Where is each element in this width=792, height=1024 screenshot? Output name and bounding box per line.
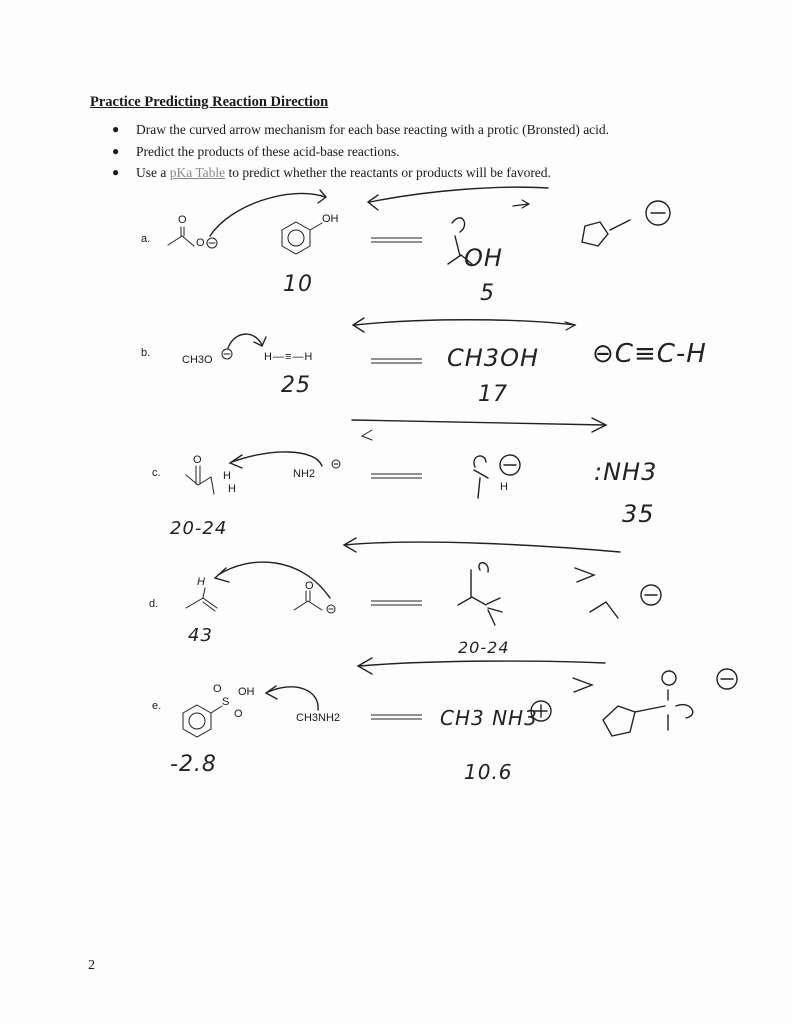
atom-label: H xyxy=(228,483,236,495)
handwritten-product: CH3 NH3 xyxy=(440,706,538,730)
phenol-structure xyxy=(282,222,322,254)
bullet-icon: ● xyxy=(112,143,120,158)
acetate-structure xyxy=(168,227,217,248)
reagent-amide: NH2 xyxy=(293,468,316,480)
handwritten-pka: 10.6 xyxy=(464,760,513,784)
reagent-acetylene: H—≡—H xyxy=(264,351,314,363)
problem-label-e: e. xyxy=(152,700,162,712)
handwritten-product: CH3OH xyxy=(447,344,540,372)
problem-label-b: b. xyxy=(141,347,151,359)
atom-label: H xyxy=(500,481,508,493)
atom-label: O xyxy=(193,454,202,466)
atom-label: O xyxy=(213,683,222,695)
propene-structure xyxy=(186,588,217,611)
problem-label-c: c. xyxy=(152,467,161,479)
atom-label: OH xyxy=(322,213,339,225)
handwritten-pka: 17 xyxy=(478,382,508,407)
handwritten-pka: 20-24 xyxy=(170,518,228,539)
acetaldehyde-structure xyxy=(186,466,214,494)
atom-label: O xyxy=(178,214,187,226)
problem-label-a: a. xyxy=(141,233,151,245)
reagent-methylamine: CH3NH2 xyxy=(296,712,341,724)
atom-label: H xyxy=(223,470,231,482)
atom-label: OH xyxy=(238,686,255,698)
handwritten-pka: 43 xyxy=(188,625,213,646)
problem-label-d: d. xyxy=(149,598,159,610)
handwritten-pka: 35 xyxy=(622,500,655,528)
instruction-item: ● Use a pKa Table to predict whether the reactants or products will be favored. xyxy=(112,162,609,184)
handwritten-pka: 25 xyxy=(281,373,311,398)
handwritten-pka: 5 xyxy=(480,281,495,306)
page-title: Practice Predicting Reaction Direction xyxy=(90,94,329,110)
handwritten-pka: -2.8 xyxy=(170,752,217,777)
bullet-icon: ● xyxy=(112,165,120,179)
atom-label: H xyxy=(197,576,205,588)
equilibrium-arrows xyxy=(371,238,422,719)
handwritten-product: OH xyxy=(464,244,503,272)
atom-label: S xyxy=(222,696,230,708)
atom-label: O xyxy=(234,708,243,720)
acetate-structure xyxy=(294,591,335,613)
handwritten-pka: 20-24 xyxy=(458,638,510,657)
benzenesulfonic-acid-structure xyxy=(183,705,222,737)
handwritten-product: :NH3 xyxy=(594,458,658,486)
page-number: 2 xyxy=(88,958,95,973)
instruction-item: ● Draw the curved arrow mechanism for each base reacting with a protic (Bronsted) acid. xyxy=(112,119,609,141)
atom-label: O xyxy=(196,237,205,249)
pka-table-link[interactable]: pKa Table xyxy=(169,165,226,180)
handwritten-product: ⊖C≡C-H xyxy=(592,339,707,369)
instruction-item: ● Predict the products of these acid-base reactions. xyxy=(112,141,609,163)
atom-label: O xyxy=(305,580,314,592)
handwritten-pka: 10 xyxy=(283,272,313,297)
reagent-methoxide: CH3O xyxy=(182,354,213,366)
bullet-icon: ● xyxy=(112,122,120,136)
